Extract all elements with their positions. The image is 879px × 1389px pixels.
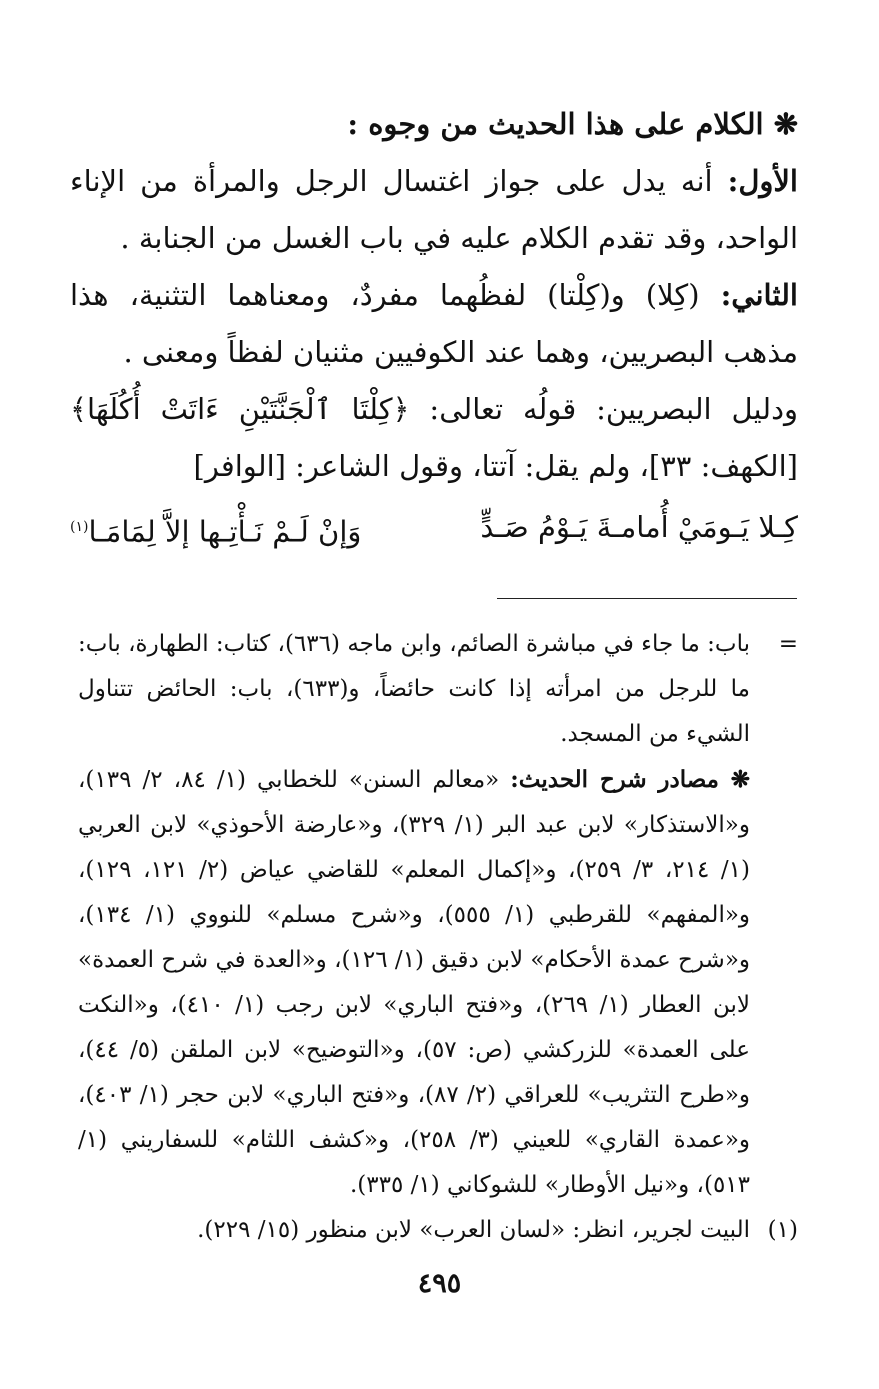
footnotes-block: [78, 622, 798, 1253]
section-heading: ❋ الكلام على هذا الحديث من وجوه :: [347, 107, 798, 141]
footnote-1: [78, 1208, 798, 1253]
footnote-1-text: البيت لجرير، انظر: «لسان العرب» لابن منظور (١٥/ ٢٢٩).: [197, 1217, 750, 1243]
sources-label: ❋ مصادر شرح الحديث:: [510, 766, 750, 793]
first-label: الأول:: [727, 164, 798, 198]
footnote-ref-1: (١): [70, 519, 89, 535]
footnote-continuation: [78, 622, 798, 757]
continuation-marker: =: [778, 631, 798, 657]
first-text: أنه يدل على جواز اغتسال الرجل والمرأة من الإناء الواحد، وقد تقدم الكلام عليه في باب الغسل من الجنابة .: [70, 164, 798, 255]
footnote-1-marker: (١): [767, 1217, 798, 1243]
poetry-verse: [70, 497, 798, 562]
paragraph-evidence: ودليل البصريين: قولُه تعالى: ﴿كِلْتَا ٱلْجَنَّتَيْنِ ءَاتَتْ أُكُلَهَا﴾[الكهف: ٣٣]، ولم يقل: آتتا، وقول الشاعر: [الوافر]: [70, 392, 798, 483]
page-number: ٤٩٥: [417, 1268, 462, 1299]
paragraph-first: [70, 153, 798, 267]
sources-text: «معالم السنن» للخطابي (١/ ٨٤، ٢/ ١٣٩)، و«الاستذكار» لابن عبد البر (١/ ٣٢٩)، و«عارضة الأحوذي» لابن العربي (١/ ٢١٤، ٣/ ٢٥٩)، و«إكمال المعلم» للقاضي عياض (٢/ ١٢١، ١٢٩)، و«المفهم» للقرطبي (١/ ٥٥٥)، و«شرح مسلم» للنووي (١/ ١٣٤)، و«شرح عمدة الأحكام» لابن دقيق (١/ ١٢٦)، و«العدة في شرح العمدة» لابن العطار (١/ ٢٦٩)، و«فتح الباري» لابن رجب (١/ ٤١٠)، و«النكت على العمدة» للزركشي (ص: ٥٧)، و«التوضيح» لابن الملقن (٥/ ٤٤)، و«طرح التثريب» للعراقي (٢/ ٨٧)، و«فتح الباري» لابن حجر (١/ ٤٠٣)، و«عمدة القاري» للعيني (٣/ ٢٥٨)، و«كشف اللثام» للسفاريني (١/ ٥١٣)، و«نيل الأوطار» للشوكاني (١/ ٣٣٥).: [78, 767, 751, 1198]
second-label: الثاني:: [720, 278, 798, 312]
footnote-sources: [78, 757, 798, 1208]
verse-second-hemistich: [70, 497, 361, 562]
second-text: (كِلا) و(كِلْتا) لفظُهما مفردٌ، ومعناهما التثنية، هذا مذهب البصريين، وهما عند الكوفيين مثنيان لفظاً ومعنى .: [70, 278, 798, 369]
verse-second-text: وَإنْ لَـمْ نَـأْتِـها إلاَّ لِمَامَـا: [88, 514, 362, 549]
paragraph-second: [70, 267, 798, 381]
footnote-separator: [497, 598, 797, 599]
main-text-block: [70, 96, 798, 562]
sources-paragraph: [78, 757, 750, 1208]
verse-first-hemistich: كِـلا يَـومَيْ أُمامـةَ يَـوْمُ صَـدٍّ: [480, 510, 798, 544]
continuation-text: باب: ما جاء في مباشرة الصائم، وابن ماجه (٦٣٦)، كتاب: الطهارة، باب: ما للرجل من امرأته إذا كانت حائضاً، و(٦٣٣)، باب: الحائض تتناول الشيء من المسجد.: [78, 631, 750, 747]
